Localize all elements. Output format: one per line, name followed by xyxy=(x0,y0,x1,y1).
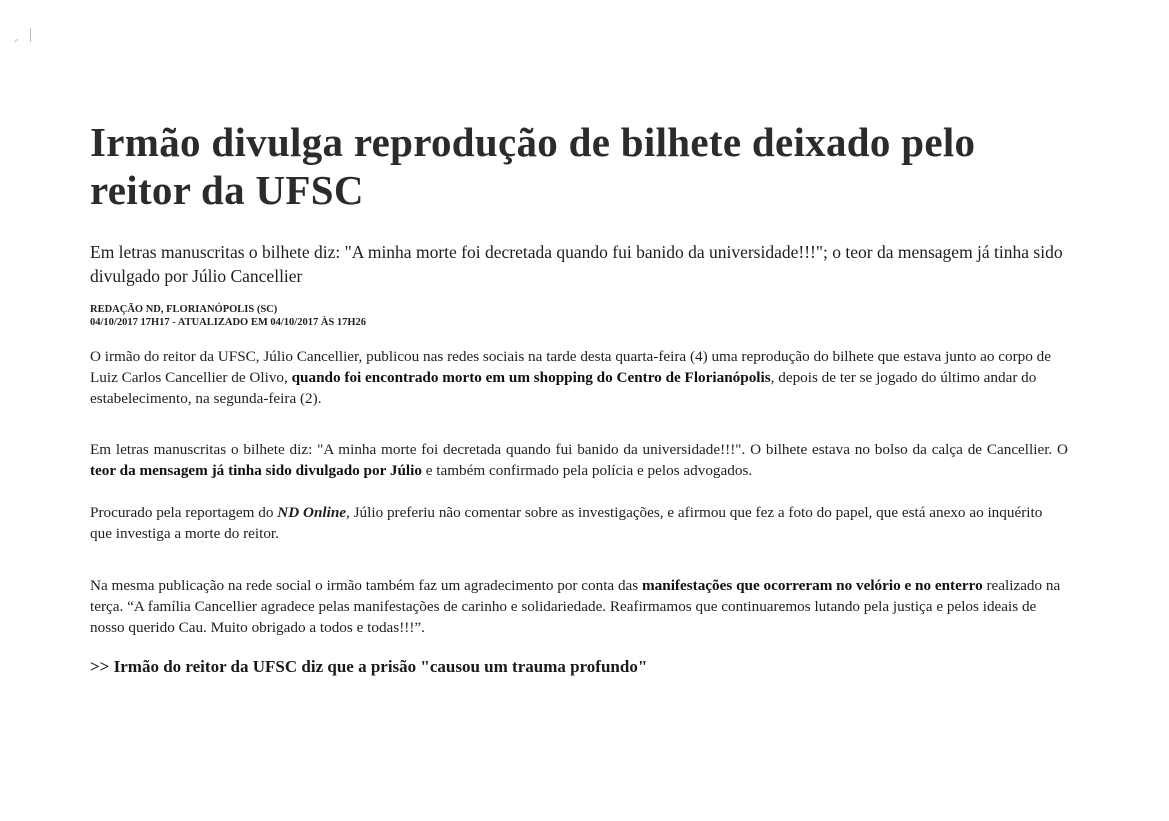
scan-mark xyxy=(14,39,18,42)
article-lead: Em letras manuscritas o bilhete diz: "A minha morte foi decretada quando fui banido da universidade!!!"; o teor da mensagem já tinha sido divulgado por Júlio Cancellier xyxy=(90,242,1063,286)
byline xyxy=(90,303,1068,329)
byline-author: REDAÇÃO ND, FLORIANÓPOLIS (SC) xyxy=(90,304,278,315)
paragraph-3-text-c: , Júlio preferiu não comentar sobre as investigações, e afirmou que fez a foto do papel, que está anexo ao inquérito que investiga a morte do reitor. xyxy=(90,504,1043,542)
paragraph-3-source: ND Online xyxy=(277,504,347,521)
paragraph-2-text-a: Em letras manuscritas o bilhete diz: "A minha morte foi decretada quando fui banido da universidade!!!". O bilhete estava no bolso da calça de Cancellier. O xyxy=(90,441,1068,458)
paragraph-1 xyxy=(90,346,1068,409)
related-article-link[interactable]: >> Irmão do reitor da UFSC diz que a prisão "causou um trauma profundo" xyxy=(90,657,648,676)
paragraph-2-highlight: teor da mensagem já tinha sido divulgado por Júlio xyxy=(90,462,422,479)
paragraph-3 xyxy=(90,502,1068,544)
paragraph-1-highlight: quando foi encontrado morto em um shopping do Centro de Florianópolis xyxy=(291,369,771,386)
paragraph-4-text-c: realizado na terça. “A família Cancellier agradece pelas manifestações de carinho e solidariedade. Reafirmamos que continuaremos lutando pela justiça e pelos ideais de nosso querido Cau. Muito obrigado a todos e todas!!!”. xyxy=(90,577,1061,636)
paragraph-2 xyxy=(90,439,1068,481)
scan-mark xyxy=(30,28,31,42)
byline-dates: 04/10/2017 17H17 - ATUALIZADO EM 04/10/2017 ÀS 17H26 xyxy=(90,317,367,328)
article-title: Irmão divulga reprodução de bilhete deixado pelo reitor da UFSC xyxy=(90,119,976,213)
paragraph-4-highlight: manifestações que ocorreram no velório e no enterro xyxy=(642,577,983,594)
paragraph-2-text-c: e também confirmado pela polícia e pelos advogados. xyxy=(421,462,753,479)
paragraph-1-text-a: O irmão do reitor da UFSC, Júlio Cancellier, publicou nas redes sociais na tarde desta quarta-feira (4) uma reprodução do bilhete que estava junto ao corpo de Luiz Carlos Cancellier de Olivo, xyxy=(90,348,1051,386)
paragraph-4 xyxy=(90,575,1068,638)
paragraph-4-text-a: Na mesma publicação na rede social o irmão também faz um agradecimento por conta das xyxy=(90,577,643,594)
paragraph-1-text-c: , depois de ter se jogado do último andar do estabelecimento, na segunda-feira (2). xyxy=(90,369,1037,407)
article xyxy=(90,118,1068,679)
paragraph-3-text-a: Procurado pela reportagem do xyxy=(90,504,278,521)
